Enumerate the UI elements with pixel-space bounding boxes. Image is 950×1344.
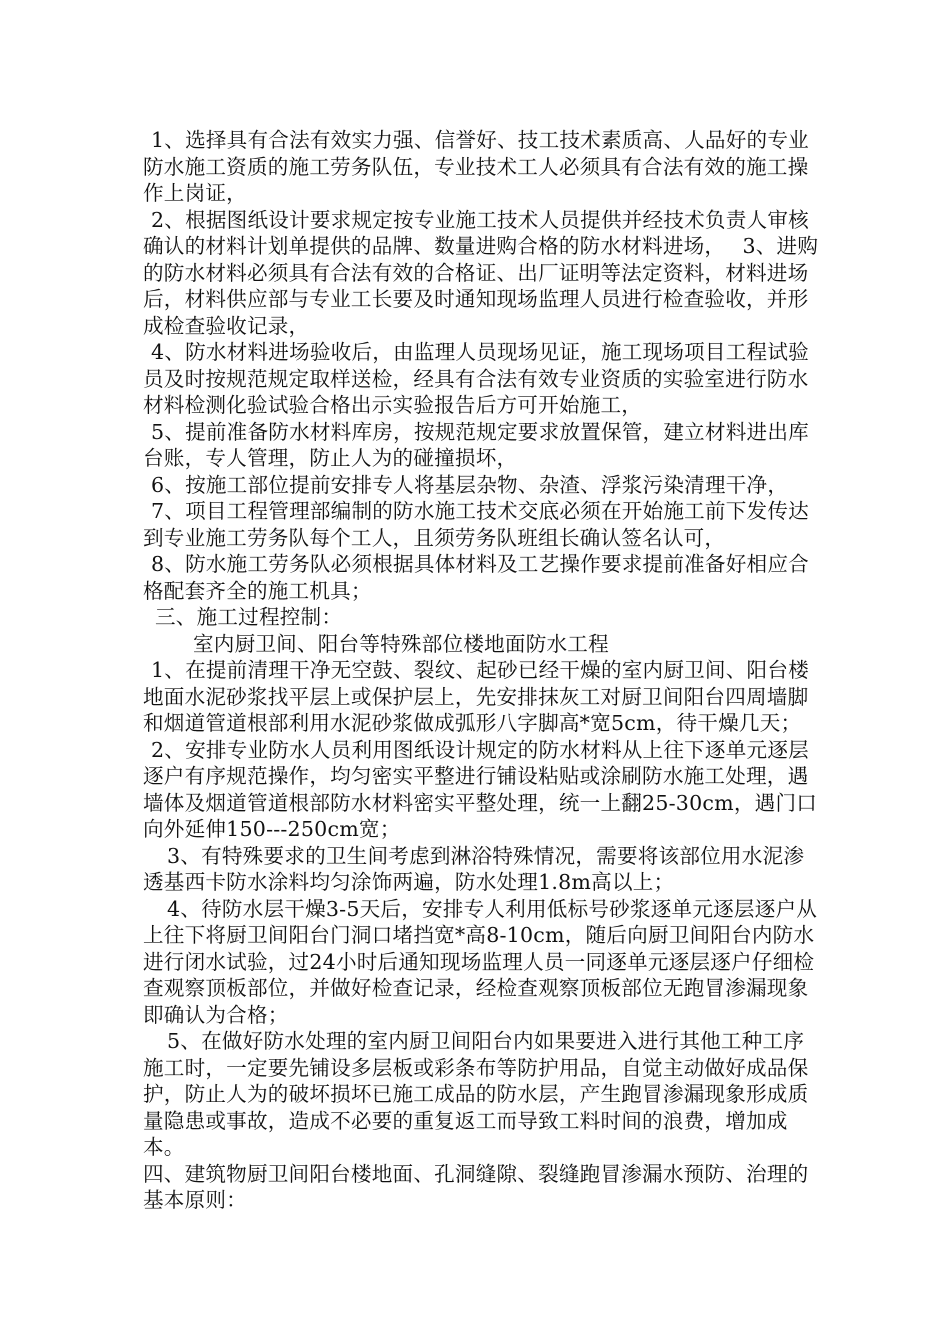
paragraph-item-2: 2、根据图纸设计要求规定按专业施工技术人员提供并经技术负责人审核确认的材料计划单提供的品牌、数量进购合格的防水材料进场， 3、进购的防水材料必须具有合法有效的合格证、出厂证明等法定资料，材料进场后，材料供应部与专业工长要及时通知现场监理人员进行检查验收，并形成检查验收记录， xyxy=(143,207,819,338)
document-body xyxy=(143,127,819,1214)
paragraph-step-2: 2、安排专业防水人员利用图纸设计规定的防水材料从上往下逐单元逐层逐户有序规范操作，均匀密实平整进行铺设粘贴或涂刷防水施工处理，遇墙体及烟道管道根部防水材料密实平整处理，统一上翻25-30cm，遇门口向外延伸150---250cm宽； xyxy=(143,737,818,841)
paragraph-item-6: 6、按施工部位提前安排专人将基层杂物、杂渣、浮浆污染清理干净， xyxy=(151,472,789,497)
paragraph-item-8: 8、防水施工劳务队必须根据具体材料及工艺操作要求提前准备好相应合格配套齐全的施工机具； xyxy=(143,552,809,603)
paragraph-item-1: 1、选择具有合法有效实力强、信誉好、技工技术素质高、人品好的专业防水施工资质的施工劳务队伍，专业技术工人必须具有合法有效的施工操作上岗证， xyxy=(143,128,809,205)
paragraph-item-7: 7、项目工程管理部编制的防水施工技术交底必须在开始施工前下发传达到专业施工劳务队每个工人，且须劳务队班组长确认签名认可， xyxy=(143,499,809,550)
paragraph-step-1: 1、在提前清理干净无空鼓、裂纹、起砂已经干燥的室内厨卫间、阳台楼地面水泥砂浆找平层上或保护层上，先安排抹灰工对厨卫间阳台四周墙脚和烟道管道根部利用水泥砂浆做成弧形八字脚高*宽5cm，待干燥几天； xyxy=(143,658,809,735)
paragraph-item-4: 4、防水材料进场验收后，由监理人员现场见证，施工现场项目工程试验员及时按规范规定取样送检，经具有合法有效专业资质的实验室进行防水材料检测化验试验合格出示实验报告后方可开始施工， xyxy=(143,340,809,417)
paragraph-step-4: 4、待防水层干燥3-5天后，安排专人利用低标号砂浆逐单元逐层逐户从上往下将厨卫间阳台门洞口堵挡宽*高8-10cm，随后向厨卫间阳台内防水进行闭水试验，过24小时后通知现场监理人员一同逐单元逐层逐户仔细检查观察顶板部位，并做好检查记录，经检查观察顶板部位无跑冒渗漏现象即确认为合格； xyxy=(143,896,818,1027)
section-heading-4: 四、建筑物厨卫间阳台楼地面、孔洞缝隙、裂缝跑冒渗漏水预防、治理的基本原则： xyxy=(143,1161,809,1212)
subsection-title: 室内厨卫间、阳台等特殊部位楼地面防水工程 xyxy=(193,631,609,656)
section-heading-3: 三、施工过程控制： xyxy=(155,605,343,629)
paragraph-step-3: 3、有特殊要求的卫生间考虑到淋浴特殊情况，需要将该部位用水泥渗透基西卡防水涂料均匀涂饰两遍，防水处理1.8m高以上； xyxy=(143,843,805,894)
paragraph-item-5: 5、提前准备防水材料库房，按规范规定要求放置保管，建立材料进出库台账，专人管理，防止人为的碰撞损坏， xyxy=(143,419,809,470)
paragraph-step-5: 5、在做好防水处理的室内厨卫间阳台内如果要进入进行其他工种工序施工时，一定要先铺设多层板或彩条布等防护用品，自觉主动做好成品保护，防止人为的破坏损坏已施工成品的防水层，产生跑冒渗漏现象形成质量隐患或事故，造成不必要的重复返工而导致工料时间的浪费，增加成本。 xyxy=(143,1029,809,1159)
